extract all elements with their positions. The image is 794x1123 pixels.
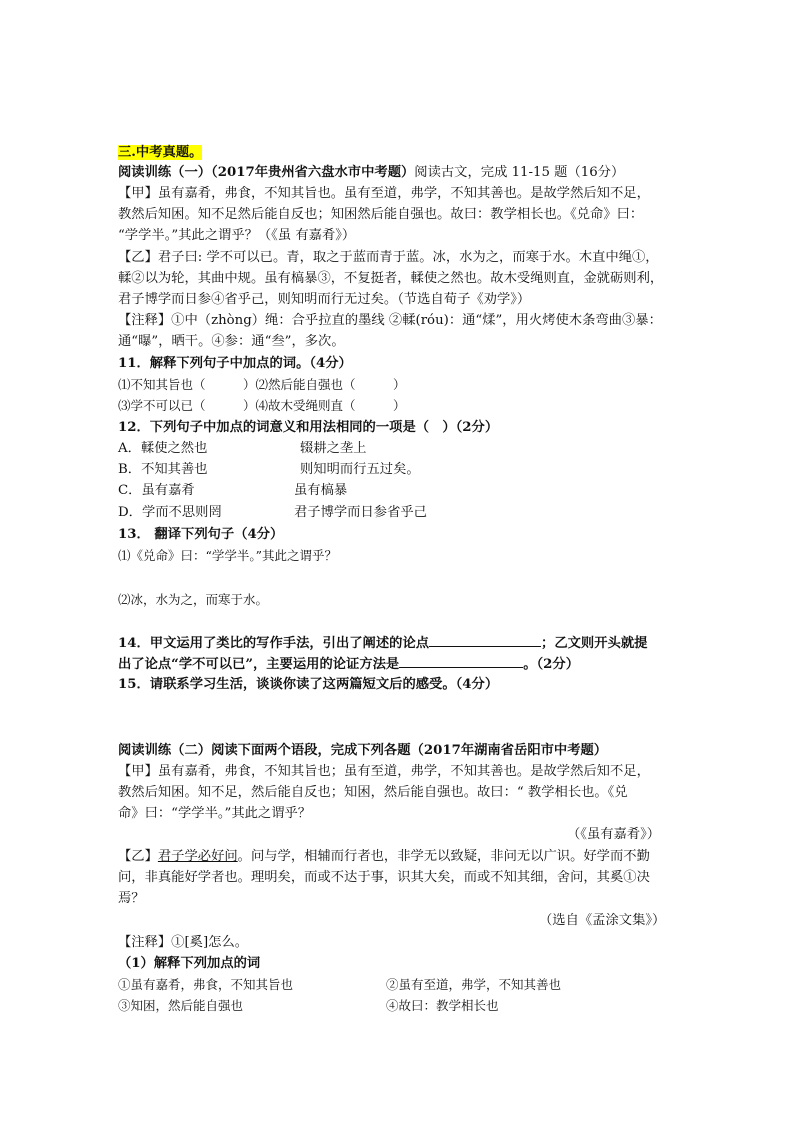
q12-option-a-right: 辍耕之垄上 xyxy=(300,441,367,456)
r2-jia-line-3: 命》曰：“学学半。”其此之谓乎？ xyxy=(118,806,312,821)
q12-title: 12．下列句子中加点的词意义和用法相同的一项是（ ）（2分） xyxy=(118,420,499,435)
r2-yi-rest: 。问与学，相辅而行者也，非学无以致疑，非问无以广识。好学而不勤 xyxy=(237,849,650,864)
r2-q1-title: （1）解释下列加点的词 xyxy=(118,956,261,971)
r1-title-suffix: 阅读古文，完成 11-15 题（16分） xyxy=(414,165,625,180)
q12-option-d-right: 君子博学而日参省乎己 xyxy=(294,505,427,520)
r1-title xyxy=(118,163,624,182)
q14-part4: 。（2分） xyxy=(523,657,580,672)
q14-part1: 14．甲文运用了类比的写作手法，引出了阐述的论点 xyxy=(118,636,430,651)
r2-yi-line-3: 焉？ xyxy=(118,891,145,906)
q12-option-b: B．不知其善也 xyxy=(118,462,208,477)
r2-title-mid: 阅读下面两个语段，完成下列各题 xyxy=(211,743,411,758)
q14-part2: ；乙文则开头就提 xyxy=(541,636,648,651)
r2-q1-item-4: ④故曰：教学相长也 xyxy=(386,998,499,1013)
section-title-text: 三.中考真题。 xyxy=(118,145,203,160)
q14-line-2 xyxy=(118,654,579,674)
r1-title-prefix: 阅读训练（一）（2017年贵州省六盘水市中考题） xyxy=(118,165,415,180)
q12-option-a xyxy=(118,439,207,458)
r1-jia-line-1: 【甲】虽有嘉肴，弗食，不知其旨也。虽有至道，弗学，不知其善也。是故学然后知不足， xyxy=(118,186,650,201)
r2-title-suffix: （2017年湖南省岳阳市中考题） xyxy=(410,743,608,758)
r1-yi-line-2: 輮②以为轮，其曲中规。虽有槁暴③，不复挺者，輮使之然也。故木受绳则直，金就砺则利， xyxy=(118,271,664,286)
r1-yi-line-1: 【乙】君子曰: 学不可以已。青，取之于蓝而青于蓝。冰，水为之，而寒于水。木直中绳①， xyxy=(118,250,659,265)
q13-title: 13． 翻译下列句子（4分） xyxy=(118,527,284,542)
r2-jia-line-1: 【甲】虽有嘉肴，弗食，不知其旨也；虽有至道，弗学，不知其善也。是故学然后知不足， xyxy=(118,764,650,779)
q12-option-b-right: 则知明而行五过矣。 xyxy=(300,462,420,477)
q14-line-1 xyxy=(118,633,647,653)
r2-yi-line-1 xyxy=(118,847,650,866)
r2-jia-line-2: 教然后知困。知不足，然后能自反也；知困，然后能自强也。故曰：“ 教学相长也。《兑 xyxy=(118,785,628,800)
r1-notes-line-2: 通“曝”，晒干。④参：通“叁”，多次。 xyxy=(118,334,345,349)
r2-q1-item-3: ③知困，然后能自强也 xyxy=(118,998,244,1013)
q15-title: 15．请联系学习生活，谈谈你读了这两篇短文后的感受。（4分） xyxy=(118,677,499,692)
r2-q1-item-1: ①虽有嘉肴，弗食，不知其旨也 xyxy=(118,977,294,992)
r2-title-prefix: 阅读训练（二） xyxy=(118,743,212,758)
q12-option-c-right: 虽有槁暴 xyxy=(294,483,348,498)
r2-yi-underlined: 君子学必好问 xyxy=(157,849,238,864)
r2-yi-lead: 【乙】 xyxy=(118,849,158,864)
q12-option-c: C．虽有嘉肴 xyxy=(118,483,195,498)
q12-option-d: D．学而不思则罔 xyxy=(118,505,222,520)
r2-note: 【注释】①[奚]怎么。 xyxy=(118,935,249,950)
r1-notes-line-1: 【注释】①中（zhòng）绳：合乎拉直的墨线 ②輮(róu)：通“煣”，用火烤使木条弯曲③暴： xyxy=(118,313,662,328)
q14-part3: 出了论点“学不可以已”，主要运用的论证方法是 xyxy=(118,657,400,672)
q11-row-1: ⑴不知其旨也（ ）⑵然后能自强也（ ） xyxy=(118,377,406,392)
q11-title: 11．解释下列句子中加点的词。（4分） xyxy=(118,356,352,371)
r1-yi-line-3: 君子博学而日参④省乎己，则知明而行无过矣。（节选自荀子《劝学》） xyxy=(118,292,531,307)
q14-answer-blank-1[interactable] xyxy=(429,633,541,647)
r1-jia-line-2: 教然后知困。知不足然后能自反也；知困然后能自强也。故曰：教学相长也。《兑命》曰： xyxy=(118,207,644,222)
q13-item-1: ⑴《兑命》曰：“学学半。”其此之谓乎？ xyxy=(118,548,338,563)
r2-yi-line-2: 问，非真能好学者也。理明矣，而或不达于事，识其大矣，而或不知其细，舍问，其奚①决 xyxy=(118,870,650,885)
r2-q1-item-2: ②虽有至道，弗学，不知其善也 xyxy=(386,977,562,992)
q13-item-2: ⑵冰，水为之，而寒于水。 xyxy=(118,592,269,607)
q12-option-a-left: A．輮使之然也 xyxy=(118,441,208,456)
q14-answer-blank-2[interactable] xyxy=(399,654,523,668)
r2-yi-source: （选自《孟涂文集》） xyxy=(539,913,666,928)
r1-jia-line-3: “学学半。”其此之谓乎？（《虽 有嘉肴》） xyxy=(118,228,356,243)
q11-row-2: ⑶学不可以已（ ）⑷故木受绳则直（ ） xyxy=(118,398,406,413)
r2-title xyxy=(118,741,607,760)
r2-jia-source: （《虽有嘉肴》） xyxy=(567,827,661,842)
section-title xyxy=(118,143,202,162)
